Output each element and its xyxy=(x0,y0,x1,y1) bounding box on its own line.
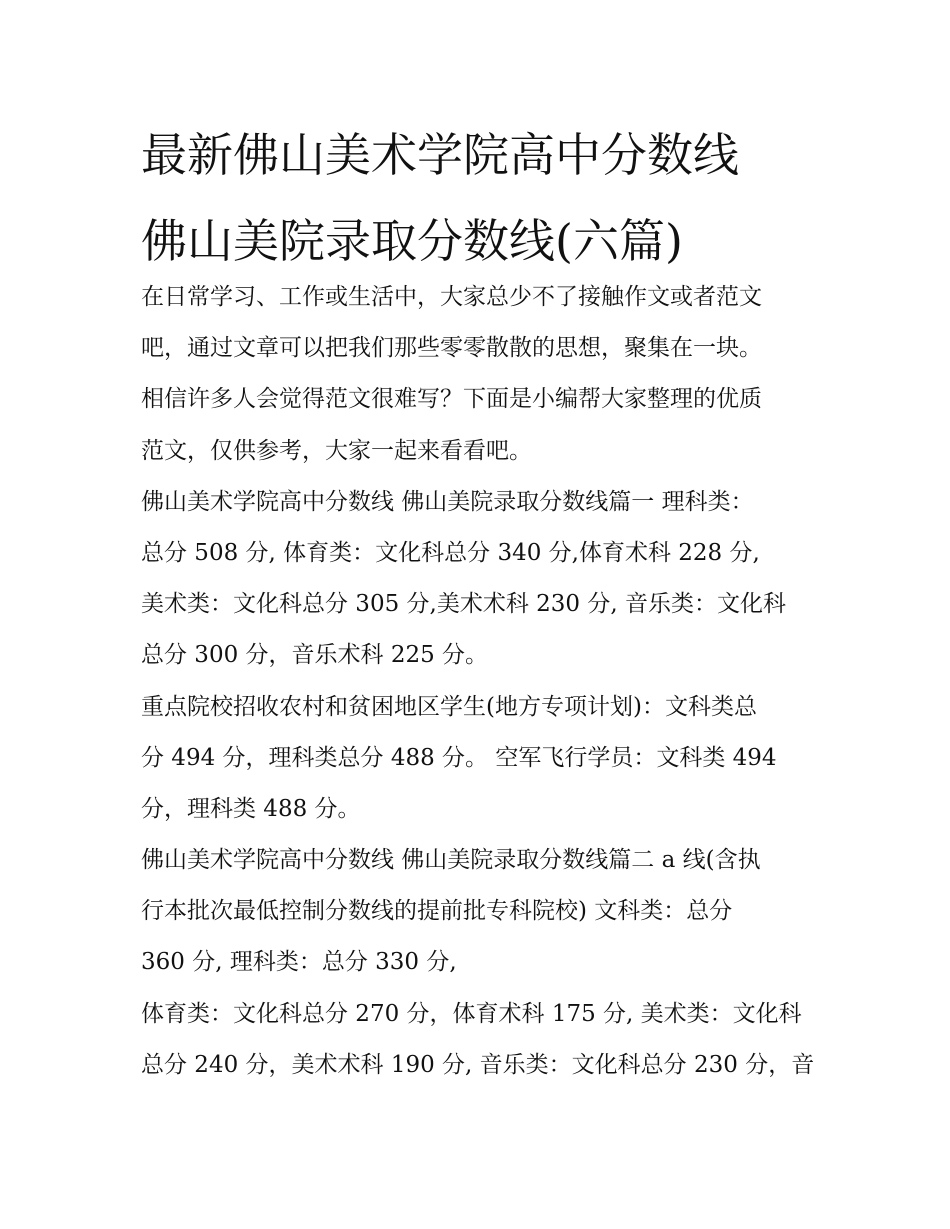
body-line: 行本批次最低控制分数线的提前批专科院校) 文科类：总分 xyxy=(141,898,733,925)
body-line: 美术类：文化科总分 305 分,美术术科 230 分, 音乐类：文化科 xyxy=(141,591,786,618)
body-line: 重点院校招收农村和贫困地区学生(地方专项计划)：文科类总 xyxy=(141,693,757,720)
body-line: 总分 300 分，音乐术科 225 分。 xyxy=(141,642,489,669)
body-line: 总分 240 分，美术术科 190 分, 音乐类：文化科总分 230 分，音 xyxy=(141,1051,815,1078)
body-line: 体育类：文化科总分 270 分，体育术科 175 分, 美术类：文化科 xyxy=(141,1000,802,1027)
body-line: 总分 508 分, 体育类：文化科总分 340 分,体育术科 228 分, xyxy=(141,539,760,566)
body-line: 分 494 分，理科类总分 488 分。 空军飞行学员：文科类 494 xyxy=(141,744,777,771)
body-line: 范文，仅供参考，大家一起来看看吧。 xyxy=(141,437,532,464)
document-body xyxy=(141,272,821,1091)
title-line-1: 最新佛山美术学院高中分数线 xyxy=(141,128,739,182)
body-line: 吧，通过文章可以把我们那些零零散散的思想，聚集在一块。 xyxy=(141,335,762,362)
document-title xyxy=(141,112,841,284)
body-line: 360 分, 理科类：总分 330 分, xyxy=(141,949,457,976)
body-line: 分，理科类 488 分。 xyxy=(141,795,361,822)
title-line-2: 佛山美院录取分数线(六篇) xyxy=(141,214,683,268)
body-line: 相信许多人会觉得范文很难写？下面是小编帮大家整理的优质 xyxy=(141,386,762,413)
body-line: 在日常学习、工作或生活中，大家总少不了接触作文或者范文 xyxy=(141,284,762,310)
body-line: 佛山美术学院高中分数线 佛山美院录取分数线篇一 理科类： xyxy=(141,488,754,515)
body-line: 佛山美术学院高中分数线 佛山美院录取分数线篇二 a 线(含执 xyxy=(141,847,761,874)
